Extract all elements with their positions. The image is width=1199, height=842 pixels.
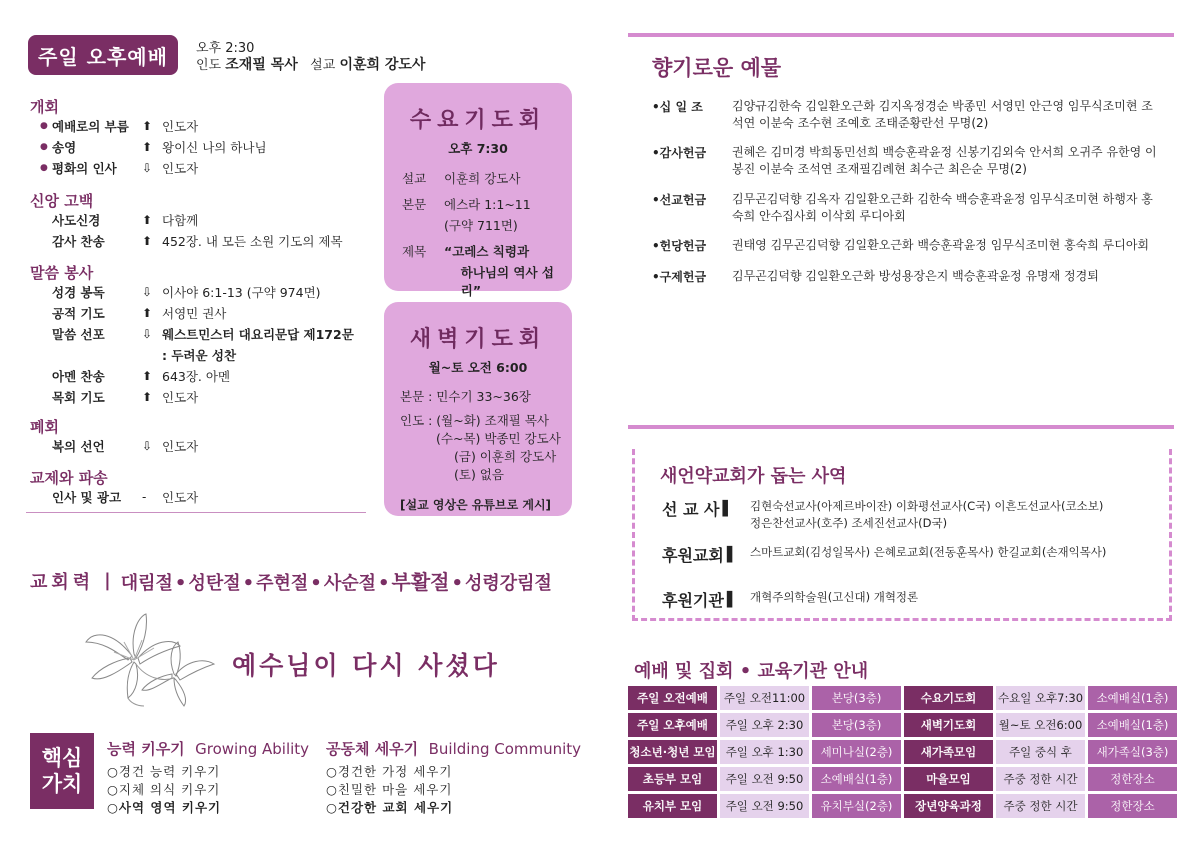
order-item-label: 성경 봉독 <box>52 285 105 300</box>
schedule-meeting: 새가족모임 <box>904 740 993 764</box>
community-item-1: ○경건한 가정 세우기 <box>326 764 453 779</box>
offering-names: 김무곤김덕향 김옥자 김일환오근화 김한숙 백승훈곽윤정 임무식조미현 하행자 홍숙희 안수집사회 이삭회 루디아회 <box>732 192 1153 223</box>
calendar-dot: • <box>377 573 390 594</box>
order-item <box>40 304 226 322</box>
ability-title-ko: 능력 키우기 <box>107 740 185 758</box>
order-item-value: 452장. 내 모든 소원 기도의 제목 <box>162 234 343 249</box>
offering-names: 권태영 김무곤김덕향 김일환오근화 백승훈곽윤정 임무식조미현 홍숙희 루디아회 <box>732 238 1150 252</box>
schedule-place: 정한장소 <box>1088 767 1177 791</box>
dawn-title: 새벽기도회 <box>409 327 547 352</box>
bullet-icon: ● <box>40 121 48 131</box>
offering-row <box>652 268 1162 285</box>
schedule-place: 유치부실(2층) <box>812 794 901 818</box>
dawn-box <box>384 302 572 516</box>
order-item-label: 복의 선언 <box>52 439 105 454</box>
ministry-row <box>662 497 1103 532</box>
order-item <box>40 325 354 343</box>
top-rule <box>628 33 1174 37</box>
core-value-ability <box>107 738 309 816</box>
schedule-time: 주일 오후 1:30 <box>720 740 809 764</box>
bullet-icon: ● <box>40 142 48 152</box>
order-item-label: 인사 및 광고 <box>52 490 122 505</box>
schedule-meeting: 주일 오후예배 <box>628 713 717 737</box>
order-item <box>40 367 230 385</box>
order-item-value: 서영민 권사 <box>162 306 227 321</box>
calendar-dot: • <box>174 573 187 594</box>
sit-down-arrow-icon: ⇩ <box>142 327 153 341</box>
schedule-place: 본당(3층) <box>812 686 901 710</box>
order-item-label: 송영 <box>52 140 77 155</box>
order-item-value: 인도자 <box>162 119 199 134</box>
ministry-title: 새언약교회가 돕는 사역 <box>660 466 847 487</box>
service-time: 오후 2:30 <box>196 41 255 56</box>
schedule-time: 주중 정한 시간 <box>996 794 1085 818</box>
schedule-meeting: 유치부 모임 <box>628 794 717 818</box>
order-item <box>40 388 198 406</box>
core-value-community <box>326 738 581 816</box>
ministry-type <box>662 588 750 611</box>
calendar-season: 대림절 <box>120 573 173 594</box>
dawn-leader-1: 인도 : (월~화) 조재필 목사 <box>400 413 550 428</box>
community-title-ko: 공동체 세우기 <box>326 740 419 758</box>
ministry-bar: ▌ <box>726 546 738 563</box>
calendar-dot: • <box>242 573 255 594</box>
service-leaders <box>196 54 425 74</box>
ministry-row <box>662 588 918 611</box>
ministry-type-label: 후원기관 <box>662 591 724 610</box>
schedule-meeting: 장년양육과정 <box>904 794 993 818</box>
schedule-place: 정한장소 <box>1088 794 1177 818</box>
schedule-place: 소예배실(1층) <box>1088 713 1177 737</box>
schedule-place: 본당(3층) <box>812 713 901 737</box>
ministry-type <box>662 543 750 566</box>
sit-down-arrow-icon: ⇩ <box>142 285 153 299</box>
community-title-en: Building Community <box>428 740 582 758</box>
offering-names: 권혜은 김미경 박희동민선희 백승훈곽윤정 신봉기김외숙 안서희 오귀주 유한영 이봉진 이분숙 조석연 조재필김례현 최수근 최은순 무명(2) <box>732 145 1157 176</box>
offering-type: •구제헌금 <box>652 270 707 284</box>
lily-illustration <box>84 612 218 708</box>
offering-row <box>652 98 1162 132</box>
schedule-time: 주일 중식 후 <box>996 740 1085 764</box>
ability-item-2: ○지체 의식 키우기 <box>107 782 221 797</box>
dawn-youtube-note: [설교 영상은 유튜브로 게시] <box>400 498 552 512</box>
schedule-place: 소예배실(1층) <box>812 767 901 791</box>
order-item <box>40 488 198 506</box>
order-item-label: 평화의 인사 <box>52 161 117 176</box>
leader-name: 조재필 목사 <box>225 57 298 73</box>
dawn-text: 본문 : 민수기 33~36장 <box>400 389 531 404</box>
offering-names: 김무곤김덕향 김일환오근화 방성용장은지 백승훈곽윤정 유명재 정경퇴 <box>732 269 1099 283</box>
order-item-value: 인도자 <box>162 439 199 454</box>
dawn-leader-4: (토) 없음 <box>454 467 504 482</box>
sit-down-arrow-icon: ⇩ <box>142 439 153 453</box>
order-item <box>40 117 198 135</box>
ministry-type-label: 후원교회 <box>662 546 724 565</box>
calendar-dot: • <box>310 573 322 594</box>
wednesday-sermon-title-2: 하나님의 역사 섭리” <box>460 265 555 298</box>
order-section-title: 신앙 고백 <box>30 192 94 210</box>
calendar-label: 교회력 <box>30 571 95 593</box>
ministry-type <box>662 497 750 520</box>
offering-row <box>652 144 1162 178</box>
community-item-2: ○친밀한 마을 세우기 <box>326 782 453 797</box>
order-item-value: 인도자 <box>162 490 199 505</box>
sit-down-arrow-icon: ⇩ <box>142 161 153 175</box>
ministry-names <box>750 588 918 606</box>
schedule-time: 월~토 오전6:00 <box>996 713 1085 737</box>
preacher-name: 이훈희 강도사 <box>339 57 426 73</box>
schedule-meeting: 수요기도회 <box>904 686 993 710</box>
calendar-bar: | <box>104 570 111 591</box>
order-item <box>40 437 198 455</box>
stand-up-arrow-icon: ⬆ <box>142 390 153 404</box>
bullet-icon: ● <box>40 163 48 173</box>
schedule-meeting: 마을모임 <box>904 767 993 791</box>
schedule-time: 주일 오후 2:30 <box>720 713 809 737</box>
schedule-time: 주일 오전11:00 <box>720 686 809 710</box>
order-item-value: 웨스트민스터 대요리문답 제172문 <box>162 327 354 342</box>
stand-up-arrow-icon: ⬆ <box>142 213 153 227</box>
order-item-label: 사도신경 <box>52 213 101 228</box>
ministry-line-1: 김현숙선교사(아제르바이잔) 이화평선교사(C국) 이흔도선교사(코소보) <box>750 499 1104 513</box>
order-item-value: 인도자 <box>162 390 199 405</box>
order-item-label: 감사 찬송 <box>52 234 105 249</box>
ability-title-en: Growing Ability <box>195 740 310 758</box>
order-section-title: 말씀 봉사 <box>30 264 94 282</box>
schedule-place: 새가족실(3층) <box>1088 740 1177 764</box>
stand-up-arrow-icon: ⬆ <box>142 119 153 133</box>
wednesday-box <box>384 83 572 298</box>
offering-type: •십 일 조 <box>652 100 703 114</box>
schedule-place: 소예배실(1층) <box>1088 686 1177 710</box>
offering-row <box>652 191 1162 225</box>
calendar-season: 부활절 <box>391 570 450 594</box>
schedule-time: 주일 오전 9:50 <box>720 767 809 791</box>
middle-rule <box>628 425 1174 429</box>
order-item-value: 왕이신 나의 하나님 <box>162 140 267 155</box>
order-item <box>40 346 236 364</box>
ministry-line-2: 정은찬선교사(호주) 조세진선교사(D국) <box>750 516 948 530</box>
order-section-title: 폐회 <box>30 418 59 436</box>
calendar-season: 성탄절 <box>188 573 241 594</box>
dawn-time: 월~토 오전 6:00 <box>428 360 528 375</box>
schedule-meeting: 새벽기도회 <box>904 713 993 737</box>
wednesday-text-page: (구약 711면) <box>444 218 518 233</box>
schedule-place: 세미나실(2층) <box>812 740 901 764</box>
order-item <box>40 232 343 250</box>
ministry-row <box>662 543 1106 566</box>
preacher-label: 설교 <box>310 58 336 73</box>
calendar-dot: • <box>451 573 463 594</box>
schedule-table <box>628 686 1177 818</box>
order-item-label: 아멘 찬송 <box>52 369 105 384</box>
offering-names: 김양규김한숙 김일환오근화 김지옥정경순 박종민 서영민 안근영 임무식조미현 조석연 이분숙 조수현 조예호 조태준황란선 무명(2) <box>732 99 1153 130</box>
church-calendar <box>30 566 552 595</box>
wednesday-preacher: 설교 이훈희 강도사 <box>402 171 521 186</box>
ministry-names <box>750 543 1106 561</box>
order-item-value: 이사야 6:1-13 (구약 974면) <box>162 285 321 300</box>
offering-row <box>652 237 1162 254</box>
calendar-season: 성령강림절 <box>464 573 552 594</box>
dawn-leader-3: (금) 이훈희 강도사 <box>454 449 557 464</box>
order-item-label: 목회 기도 <box>52 390 105 405</box>
order-item <box>40 138 267 156</box>
calendar-season: 사순절 <box>323 573 376 594</box>
wednesday-text: 본문 에스라 1:1~11 <box>402 197 531 212</box>
offerings-title: 향기로운 예물 <box>652 56 782 80</box>
order-divider <box>26 512 366 513</box>
ministry-line-1: 개혁주의학술원(고신대) 개혁정론 <box>750 590 919 604</box>
core-values-label: 핵심 가치 <box>30 733 94 809</box>
schedule-meeting: 초등부 모임 <box>628 767 717 791</box>
schedule-title: 예배 및 집회 • 교육기관 안내 <box>634 661 869 682</box>
stand-up-arrow-icon: ⬆ <box>142 369 153 383</box>
calendar-season: 주현절 <box>256 573 309 594</box>
easter-slogan: 예수님이 다시 사셨다 <box>232 651 500 680</box>
schedule-time: 수요일 오후7:30 <box>996 686 1085 710</box>
community-item-3: ○건강한 교회 세우기 <box>326 800 454 815</box>
offering-type: •선교헌금 <box>652 193 707 207</box>
order-item-value: 다함께 <box>162 213 199 228</box>
order-item-value: 643장. 아멘 <box>162 369 231 384</box>
ability-item-1: ○경건 능력 키우기 <box>107 764 221 779</box>
order-item <box>40 211 198 229</box>
ability-item-3: ○사역 영역 키우기 <box>107 800 222 815</box>
order-item <box>40 283 321 301</box>
ministry-bar: ▌ <box>722 500 734 517</box>
service-badge: 주일 오후예배 <box>28 35 178 75</box>
ministry-bar: ▌ <box>726 591 738 608</box>
stand-up-arrow-icon: ⬆ <box>142 234 153 248</box>
order-item-value: 인도자 <box>162 161 199 176</box>
order-section-title: 교제와 파송 <box>30 469 108 487</box>
calendar-items <box>121 566 552 595</box>
schedule-meeting: 주일 오전예배 <box>628 686 717 710</box>
stand-up-arrow-icon: ⬆ <box>142 306 153 320</box>
schedule-time: 주중 정한 시간 <box>996 767 1085 791</box>
order-item-label: 공적 기도 <box>52 306 105 321</box>
schedule-meeting: 청소년·청년 모임 <box>628 740 717 764</box>
wednesday-time: 오후 7:30 <box>448 141 508 156</box>
order-item-value: : 두려운 성찬 <box>162 348 237 363</box>
ministry-type-label: 선 교 사 <box>662 500 720 519</box>
offering-type: •감사헌금 <box>652 146 707 160</box>
order-item-label: 예배로의 부름 <box>52 119 129 134</box>
order-item <box>40 159 198 177</box>
wednesday-sermon-title: 제목 “고레스 칙령과 <box>402 244 530 259</box>
wednesday-title: 수요기도회 <box>409 108 547 133</box>
order-section-title: 개회 <box>30 98 59 116</box>
ministry-line-1: 스마트교회(김성일목사) 은혜로교회(전동훈목사) 한길교회(손재익목사) <box>750 545 1107 559</box>
leader-label: 인도 <box>196 58 222 73</box>
offering-type: •헌당헌금 <box>652 239 707 253</box>
order-item-label: 말씀 선포 <box>52 327 105 342</box>
dawn-leader-2: (수~목) 박종민 강도사 <box>436 431 561 446</box>
stand-up-arrow-icon: ⬆ <box>142 140 153 154</box>
dash-icon: - <box>142 490 147 504</box>
schedule-time: 주일 오전 9:50 <box>720 794 809 818</box>
ministry-names <box>750 497 1103 532</box>
